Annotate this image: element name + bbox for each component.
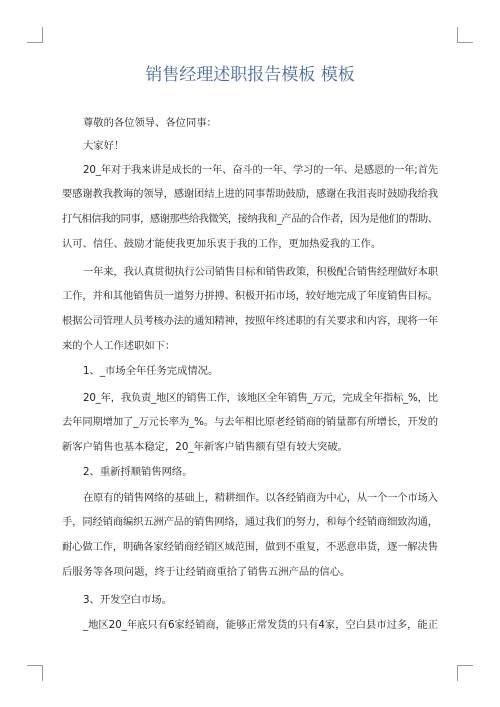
paragraph-line bbox=[62, 134, 438, 159]
paragraph-line bbox=[62, 309, 438, 334]
paragraph-section-3 bbox=[62, 613, 438, 638]
line-text: 根据公司管理人员考核办法的通知精神，按照年终述职的有关要求和内容，现将一年 bbox=[62, 314, 438, 327]
line-text: 尊敬的各位领导、各位同事： bbox=[83, 116, 217, 129]
document-title: 销售经理述职报告模板 模板 bbox=[145, 65, 355, 85]
paragraph-line bbox=[62, 334, 438, 359]
line-text: 在原有的销售网络的基础上，精耕细作。以各经销商为中心，从一个一个市场入 bbox=[83, 491, 438, 504]
paragraph-line bbox=[62, 435, 438, 460]
paragraph-line bbox=[62, 359, 438, 384]
paragraph-line bbox=[62, 284, 438, 309]
paragraph-thanks bbox=[62, 158, 438, 257]
line-text: 1、_市场全年任务完成情况。 bbox=[83, 364, 219, 377]
paragraph-line bbox=[62, 613, 438, 638]
paragraph-line bbox=[62, 182, 438, 207]
line-text: 新客户销售也基本稳定，20_年新客户销售额有望有较大突破。 bbox=[62, 440, 348, 453]
section-heading-2 bbox=[62, 460, 438, 485]
paragraph-line bbox=[62, 260, 438, 285]
line-text: 20_年，我负责_地区的销售工作，该地区全年销售_万元，完成全年指标_%，比 bbox=[83, 391, 438, 404]
line-text: 来的个人工作述职如下： bbox=[62, 339, 176, 352]
paragraph-line bbox=[62, 232, 438, 257]
document-body bbox=[62, 0, 438, 707]
paragraph-summary bbox=[62, 260, 438, 359]
line-text: 工作，并和其他销售员一道努力拼搏、积极开拓市场，较好地完成了年度销售目标。 bbox=[62, 290, 438, 303]
paragraph-line bbox=[62, 386, 438, 411]
paragraph-line bbox=[62, 588, 438, 613]
line-text: 后服务等各项问题，终于让经销商重拾了销售五洲产品的信心。 bbox=[62, 565, 351, 578]
paragraph-section-1 bbox=[62, 386, 438, 460]
line-text: 3、开发空白市场。 bbox=[83, 593, 172, 606]
paragraph-line bbox=[62, 158, 438, 183]
paragraph-greeting bbox=[62, 134, 438, 159]
line-text: 要感谢教我教诲的领导，感谢团结上进的同事帮助鼓励，感谢在我沮丧时鼓励我给我 bbox=[62, 188, 438, 201]
line-text: 大家好！ bbox=[83, 139, 125, 152]
paragraph-line bbox=[62, 111, 438, 136]
paragraph-line bbox=[62, 410, 438, 435]
paragraph-line bbox=[62, 535, 438, 560]
paragraph-line bbox=[62, 207, 438, 232]
paragraph-salutation bbox=[62, 111, 438, 136]
line-text: 耐心做工作，明确各家经销商经销区域范围，做到不重复，不恶意串货，逐一解决售 bbox=[62, 540, 438, 553]
line-text: 一年来，我认真贯彻执行公司销售目标和销售政策，积极配合销售经理做好本职 bbox=[83, 265, 438, 278]
line-text: 认可、信任、鼓励才能使我更加乐衷于我的工作，更加热爱我的工作。 bbox=[62, 237, 382, 250]
paragraph-line bbox=[62, 486, 438, 511]
paragraph-line bbox=[62, 510, 438, 535]
line-text: 2、重新捋顺销售网络。 bbox=[83, 465, 193, 478]
line-text: 打气相信我的同事，感谢那些给我微笑，接纳我和_产品的合作者，因为是他们的帮助、 bbox=[62, 212, 438, 225]
line-text: 20_年对于我来讲是成长的一年、奋斗的一年、学习的一年、是感恩的一年;首先 bbox=[83, 163, 438, 176]
section-heading-3 bbox=[62, 588, 438, 613]
line-text: 手，同经销商编织五洲产品的销售网络，通过我们的努力，和每个经销商细致沟通， bbox=[62, 516, 438, 529]
paragraph-section-2 bbox=[62, 486, 438, 585]
line-text: _地区20_年底只有6家经销商，能够正常发货的只有4家，空白县市过多，能正 bbox=[83, 618, 438, 631]
section-heading-1 bbox=[62, 359, 438, 384]
paragraph-line bbox=[62, 460, 438, 485]
paragraph-line bbox=[62, 560, 438, 585]
line-text: 去年同期增加了_万元长率为_%。与去年相比原老经销商的销量都有所增长，开发的 bbox=[62, 416, 438, 429]
